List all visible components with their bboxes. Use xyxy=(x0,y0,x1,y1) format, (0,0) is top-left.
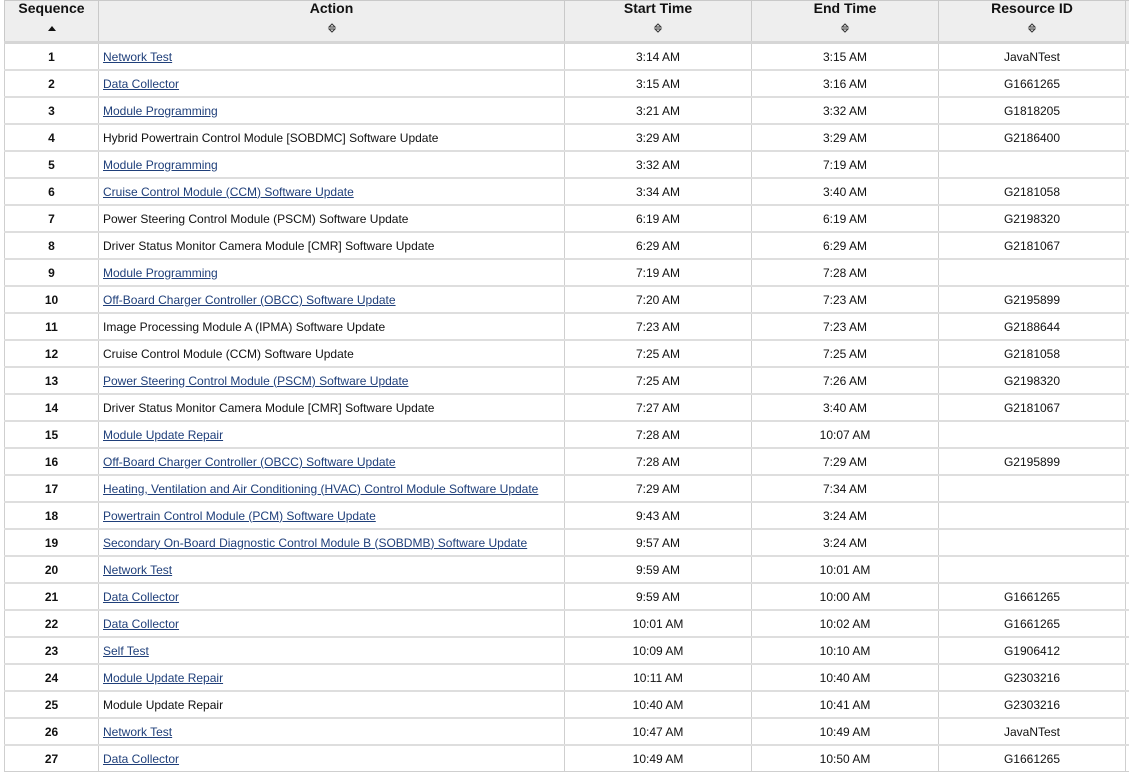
cell-start-time: 10:40 AM xyxy=(565,691,752,718)
cell-sequence: 8 xyxy=(5,232,99,259)
cell-overflow xyxy=(1126,178,1129,205)
action-link[interactable]: Data Collector xyxy=(103,589,180,604)
cell-overflow xyxy=(1126,502,1129,529)
cell-resource-id: G2181058 xyxy=(939,340,1126,367)
cell-start-time: 10:11 AM xyxy=(565,664,752,691)
cell-overflow xyxy=(1126,610,1129,637)
cell-overflow xyxy=(1126,124,1129,151)
cell-resource-id: G1818205 xyxy=(939,97,1126,124)
cell-end-time: 6:19 AM xyxy=(752,205,939,232)
table-row xyxy=(5,691,1129,718)
table-row xyxy=(5,70,1129,97)
cell-sequence: 14 xyxy=(5,394,99,421)
action-text: Driver Status Monitor Camera Module [CMR] Software Update xyxy=(103,238,435,253)
cell-sequence: 15 xyxy=(5,421,99,448)
cell-end-time: 3:24 AM xyxy=(752,502,939,529)
cell-overflow xyxy=(1126,70,1129,97)
cell-sequence: 6 xyxy=(5,178,99,205)
cell-resource-id: G2198320 xyxy=(939,205,1126,232)
action-text: Image Processing Module A (IPMA) Software Update xyxy=(103,319,386,334)
cell-action xyxy=(99,637,565,664)
cell-start-time: 10:01 AM xyxy=(565,610,752,637)
cell-overflow xyxy=(1126,394,1129,421)
cell-resource-id xyxy=(939,259,1126,286)
cell-resource-id: G2303216 xyxy=(939,664,1126,691)
action-text: Power Steering Control Module (PSCM) Software Update xyxy=(103,211,409,226)
action-link[interactable]: Module Update Repair xyxy=(103,427,224,442)
cell-sequence: 21 xyxy=(5,583,99,610)
action-link[interactable]: Data Collector xyxy=(103,76,180,91)
cell-end-time: 7:23 AM xyxy=(752,286,939,313)
cell-action xyxy=(99,448,565,475)
cell-end-time: 6:29 AM xyxy=(752,232,939,259)
session-log-table xyxy=(4,0,1129,772)
cell-sequence: 7 xyxy=(5,205,99,232)
cell-start-time: 9:59 AM xyxy=(565,583,752,610)
cell-end-time: 10:02 AM xyxy=(752,610,939,637)
cell-resource-id: G2195899 xyxy=(939,448,1126,475)
cell-end-time: 3:16 AM xyxy=(752,70,939,97)
column-header-action[interactable] xyxy=(99,1,565,43)
table-row xyxy=(5,475,1129,502)
cell-end-time: 7:28 AM xyxy=(752,259,939,286)
cell-end-time: 7:19 AM xyxy=(752,151,939,178)
cell-start-time: 7:25 AM xyxy=(565,367,752,394)
cell-end-time: 10:00 AM xyxy=(752,583,939,610)
table-row xyxy=(5,205,1129,232)
cell-resource-id: JavaNTest xyxy=(939,718,1126,745)
column-header-label: Sequence xyxy=(18,0,85,16)
table-row xyxy=(5,529,1129,556)
table-row xyxy=(5,583,1129,610)
cell-action xyxy=(99,97,565,124)
action-link[interactable]: Module Programming xyxy=(103,157,218,172)
cell-end-time: 7:25 AM xyxy=(752,340,939,367)
cell-start-time: 9:43 AM xyxy=(565,502,752,529)
cell-action xyxy=(99,745,565,772)
table-row xyxy=(5,718,1129,745)
column-header-label: Resource ID xyxy=(991,0,1073,16)
cell-resource-id xyxy=(939,502,1126,529)
cell-sequence: 9 xyxy=(5,259,99,286)
cell-resource-id: G2181067 xyxy=(939,394,1126,421)
cell-sequence: 11 xyxy=(5,313,99,340)
cell-end-time: 7:26 AM xyxy=(752,367,939,394)
table-row xyxy=(5,232,1129,259)
cell-sequence: 5 xyxy=(5,151,99,178)
cell-resource-id xyxy=(939,556,1126,583)
cell-overflow xyxy=(1126,637,1129,664)
cell-sequence: 19 xyxy=(5,529,99,556)
cell-sequence: 22 xyxy=(5,610,99,637)
cell-end-time: 7:29 AM xyxy=(752,448,939,475)
cell-resource-id: G2186400 xyxy=(939,124,1126,151)
cell-sequence: 13 xyxy=(5,367,99,394)
cell-overflow xyxy=(1126,286,1129,313)
cell-sequence: 1 xyxy=(5,43,99,71)
cell-end-time: 3:40 AM xyxy=(752,394,939,421)
cell-start-time: 3:29 AM xyxy=(565,124,752,151)
action-link[interactable]: Network Test xyxy=(103,724,173,739)
cell-resource-id: G2303216 xyxy=(939,691,1126,718)
cell-action xyxy=(99,583,565,610)
cell-action xyxy=(99,610,565,637)
cell-action xyxy=(99,529,565,556)
cell-end-time: 7:23 AM xyxy=(752,313,939,340)
table-row xyxy=(5,610,1129,637)
cell-end-time: 10:01 AM xyxy=(752,556,939,583)
cell-resource-id: JavaNTest xyxy=(939,43,1126,71)
cell-end-time: 10:41 AM xyxy=(752,691,939,718)
cell-action xyxy=(99,718,565,745)
table-row xyxy=(5,448,1129,475)
cell-action xyxy=(99,421,565,448)
cell-overflow xyxy=(1126,43,1129,71)
cell-overflow xyxy=(1126,421,1129,448)
cell-resource-id: G1906412 xyxy=(939,637,1126,664)
column-header-label: Action xyxy=(309,0,354,16)
cell-sequence: 2 xyxy=(5,70,99,97)
cell-action xyxy=(99,502,565,529)
cell-end-time: 10:10 AM xyxy=(752,637,939,664)
cell-resource-id: G2188644 xyxy=(939,313,1126,340)
cell-overflow xyxy=(1126,718,1129,745)
cell-start-time: 3:21 AM xyxy=(565,97,752,124)
action-link[interactable]: Heating, Ventilation and Air Conditioning (HVAC) Control Module Software Update xyxy=(103,481,539,496)
cell-end-time: 7:34 AM xyxy=(752,475,939,502)
sort-unsorted-icon[interactable] xyxy=(1027,22,1037,34)
action-link[interactable]: Off-Board Charger Controller (OBCC) Software Update xyxy=(103,454,396,469)
action-link[interactable]: Data Collector xyxy=(103,751,180,766)
sort-ascending-icon[interactable] xyxy=(47,22,57,34)
cell-start-time: 9:57 AM xyxy=(565,529,752,556)
cell-action xyxy=(99,205,565,232)
table-row xyxy=(5,637,1129,664)
cell-start-time: 3:32 AM xyxy=(565,151,752,178)
action-text: Module Update Repair xyxy=(103,697,224,712)
table-row xyxy=(5,151,1129,178)
cell-sequence: 3 xyxy=(5,97,99,124)
action-link[interactable]: Self Test xyxy=(103,643,149,658)
header-row xyxy=(5,1,1129,43)
cell-resource-id: G2195899 xyxy=(939,286,1126,313)
cell-action xyxy=(99,475,565,502)
cell-end-time: 10:07 AM xyxy=(752,421,939,448)
cell-start-time: 10:09 AM xyxy=(565,637,752,664)
action-link[interactable]: Off-Board Charger Controller (OBCC) Software Update xyxy=(103,292,396,307)
cell-overflow xyxy=(1126,259,1129,286)
table-row xyxy=(5,259,1129,286)
action-text: Cruise Control Module (CCM) Software Update xyxy=(103,346,354,361)
session-log-grid xyxy=(4,0,1129,780)
cell-start-time: 7:23 AM xyxy=(565,313,752,340)
cell-resource-id: G1661265 xyxy=(939,583,1126,610)
cell-overflow xyxy=(1126,313,1129,340)
cell-end-time: 10:50 AM xyxy=(752,745,939,772)
action-link[interactable]: Data Collector xyxy=(103,616,180,631)
cell-overflow xyxy=(1126,448,1129,475)
cell-sequence: 25 xyxy=(5,691,99,718)
table-row xyxy=(5,367,1129,394)
table-row xyxy=(5,502,1129,529)
cell-overflow xyxy=(1126,475,1129,502)
table-row xyxy=(5,286,1129,313)
action-link[interactable]: Power Steering Control Module (PSCM) Software Update xyxy=(103,373,409,388)
cell-action xyxy=(99,664,565,691)
cell-sequence: 4 xyxy=(5,124,99,151)
cell-start-time: 7:25 AM xyxy=(565,340,752,367)
column-header-label: End Time xyxy=(813,0,877,16)
cell-start-time: 10:49 AM xyxy=(565,745,752,772)
cell-resource-id: G1661265 xyxy=(939,745,1126,772)
cell-action xyxy=(99,313,565,340)
sort-unsorted-icon[interactable] xyxy=(840,22,850,34)
cell-action xyxy=(99,556,565,583)
cell-start-time: 3:34 AM xyxy=(565,178,752,205)
cell-end-time: 3:24 AM xyxy=(752,529,939,556)
cell-start-time: 6:19 AM xyxy=(565,205,752,232)
cell-action xyxy=(99,259,565,286)
cell-action xyxy=(99,70,565,97)
cell-end-time: 10:49 AM xyxy=(752,718,939,745)
cell-start-time: 9:59 AM xyxy=(565,556,752,583)
table-row xyxy=(5,124,1129,151)
table-row xyxy=(5,313,1129,340)
cell-action xyxy=(99,43,565,71)
table-row xyxy=(5,97,1129,124)
table-row xyxy=(5,43,1129,71)
cell-overflow xyxy=(1126,340,1129,367)
cell-start-time: 7:29 AM xyxy=(565,475,752,502)
table-row xyxy=(5,745,1129,772)
cell-overflow xyxy=(1126,529,1129,556)
cell-sequence: 20 xyxy=(5,556,99,583)
table-row xyxy=(5,340,1129,367)
cell-end-time: 10:40 AM xyxy=(752,664,939,691)
cell-overflow xyxy=(1126,664,1129,691)
action-link[interactable]: Network Test xyxy=(103,49,173,64)
cell-overflow xyxy=(1126,232,1129,259)
cell-start-time: 7:28 AM xyxy=(565,448,752,475)
cell-sequence: 27 xyxy=(5,745,99,772)
column-header-overflow xyxy=(1126,1,1129,43)
column-header-start-time[interactable] xyxy=(565,1,752,43)
table-row xyxy=(5,394,1129,421)
cell-start-time: 7:28 AM xyxy=(565,421,752,448)
cell-overflow xyxy=(1126,556,1129,583)
cell-action xyxy=(99,124,565,151)
cell-overflow xyxy=(1126,583,1129,610)
cell-resource-id: G2181058 xyxy=(939,178,1126,205)
cell-start-time: 3:15 AM xyxy=(565,70,752,97)
cell-end-time: 3:40 AM xyxy=(752,178,939,205)
action-link[interactable]: Secondary On-Board Diagnostic Control Module B (SOBDMB) Software Update xyxy=(103,535,528,550)
action-text: Driver Status Monitor Camera Module [CMR] Software Update xyxy=(103,400,435,415)
cell-resource-id xyxy=(939,475,1126,502)
cell-overflow xyxy=(1126,151,1129,178)
action-link[interactable]: Cruise Control Module (CCM) Software Update xyxy=(103,184,354,199)
cell-action xyxy=(99,286,565,313)
cell-resource-id: G2181067 xyxy=(939,232,1126,259)
cell-action xyxy=(99,367,565,394)
cell-start-time: 6:29 AM xyxy=(565,232,752,259)
table-body xyxy=(5,43,1129,772)
action-link[interactable]: Module Programming xyxy=(103,265,218,280)
cell-resource-id xyxy=(939,529,1126,556)
column-header-resource-id[interactable] xyxy=(939,1,1126,43)
cell-end-time: 3:15 AM xyxy=(752,43,939,71)
table-row xyxy=(5,556,1129,583)
cell-start-time: 10:47 AM xyxy=(565,718,752,745)
cell-sequence: 26 xyxy=(5,718,99,745)
cell-start-time: 3:14 AM xyxy=(565,43,752,71)
cell-sequence: 10 xyxy=(5,286,99,313)
cell-resource-id: G2198320 xyxy=(939,367,1126,394)
cell-overflow xyxy=(1126,97,1129,124)
cell-overflow xyxy=(1126,745,1129,772)
cell-end-time: 3:32 AM xyxy=(752,97,939,124)
action-link[interactable]: Network Test xyxy=(103,562,173,577)
sort-unsorted-icon[interactable] xyxy=(653,22,663,34)
cell-resource-id: G1661265 xyxy=(939,610,1126,637)
cell-action xyxy=(99,178,565,205)
action-link[interactable]: Module Programming xyxy=(103,103,218,118)
table-row xyxy=(5,421,1129,448)
cell-action xyxy=(99,340,565,367)
cell-resource-id xyxy=(939,151,1126,178)
cell-action xyxy=(99,151,565,178)
cell-sequence: 16 xyxy=(5,448,99,475)
column-header-sequence[interactable] xyxy=(5,1,99,43)
cell-overflow xyxy=(1126,205,1129,232)
cell-overflow xyxy=(1126,367,1129,394)
table-row xyxy=(5,664,1129,691)
cell-end-time: 3:29 AM xyxy=(752,124,939,151)
cell-sequence: 23 xyxy=(5,637,99,664)
action-link[interactable]: Powertrain Control Module (PCM) Software Update xyxy=(103,508,376,523)
cell-sequence: 18 xyxy=(5,502,99,529)
cell-start-time: 7:20 AM xyxy=(565,286,752,313)
cell-action xyxy=(99,394,565,421)
cell-start-time: 7:19 AM xyxy=(565,259,752,286)
table-row xyxy=(5,178,1129,205)
cell-overflow xyxy=(1126,691,1129,718)
cell-sequence: 12 xyxy=(5,340,99,367)
column-header-label: Start Time xyxy=(623,0,693,16)
cell-action xyxy=(99,691,565,718)
cell-action xyxy=(99,232,565,259)
cell-start-time: 7:27 AM xyxy=(565,394,752,421)
cell-sequence: 17 xyxy=(5,475,99,502)
column-header-end-time[interactable] xyxy=(752,1,939,43)
cell-sequence: 24 xyxy=(5,664,99,691)
sort-unsorted-icon[interactable] xyxy=(327,22,337,34)
cell-resource-id xyxy=(939,421,1126,448)
cell-resource-id: G1661265 xyxy=(939,70,1126,97)
action-link[interactable]: Module Update Repair xyxy=(103,670,224,685)
action-text: Hybrid Powertrain Control Module [SOBDMC] Software Update xyxy=(103,130,439,145)
